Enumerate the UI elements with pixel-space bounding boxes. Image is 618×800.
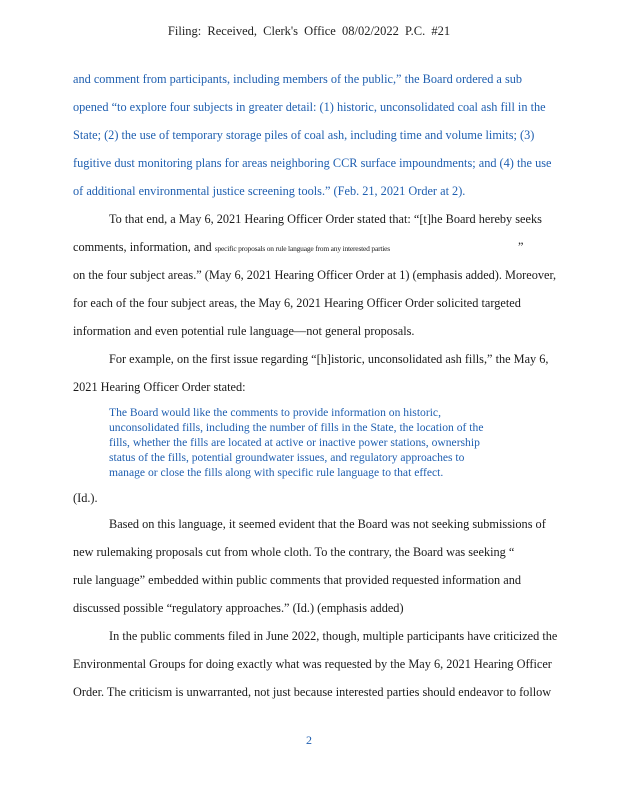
body-line: information and even potential rule language—not general proposals. [73, 324, 415, 338]
body-line: In the public comments filed in June 2022, though, multiple participants have criticized the [109, 629, 558, 643]
closing-quote: ” [518, 240, 524, 254]
block-quote-line: unconsolidated fills, including the number of fills in the State, the location of the [109, 421, 484, 434]
body-line: rule language” embedded within public comments that provided requested information and [73, 573, 522, 587]
body-line: fugitive dust monitoring plans for areas neighboring CCR surface impoundments; and (4) the use [73, 156, 552, 170]
body-line: Order. The criticism is unwarranted, not just because interested parties should endeavor to follow [73, 685, 552, 699]
body-line [73, 240, 523, 255]
body-line: opened “to explore four subjects in greater detail: (1) historic, unconsolidated coal ash fill in the [73, 100, 546, 114]
block-quote-line: manage or close the fills along with specific rule language to that effect. [109, 466, 444, 479]
body-text: comments, information, and [73, 240, 215, 254]
body-line: for each of the four subject areas, the May 6, 2021 Hearing Officer Order solicited targeted [73, 296, 521, 310]
body-line: Based on this language, it seemed evident that the Board was not seeking submissions of [109, 517, 546, 531]
body-line: For example, on the first issue regarding “[h]istoric, unconsolidated ash fills,” the May 6, [109, 352, 549, 366]
body-line: discussed possible “regulatory approaches.” (Id.) (emphasis added) [73, 601, 404, 615]
block-quote-line: fills, whether the fills are located at active or inactive power stations, ownership [109, 436, 480, 449]
body-line: and comment from participants, including members of the public,” the Board ordered a sub [73, 72, 523, 86]
citation: (Id.). [73, 491, 98, 505]
filing-header: Filing: Received, Clerk's Office 08/02/2022 P.C. #21 [167, 24, 451, 38]
page-number: 2 [306, 733, 312, 747]
emphasized-text: specific proposals on rule language from any interested parties [214, 244, 390, 253]
block-quote-line: The Board would like the comments to provide information on historic, [109, 406, 441, 419]
body-line: To that end, a May 6, 2021 Hearing Officer Order stated that: “[t]he Board hereby seeks [109, 212, 542, 226]
body-line: new rulemaking proposals cut from whole cloth. To the contrary, the Board was seeking “ [73, 545, 515, 559]
block-quote-line: status of the fills, potential groundwater issues, and regulatory approaches to [109, 451, 465, 464]
body-line: of additional environmental justice screening tools.” (Feb. 21, 2021 Order at 2). [73, 184, 466, 198]
body-line: Environmental Groups for doing exactly what was requested by the May 6, 2021 Hearing Officer [73, 657, 552, 671]
body-line: 2021 Hearing Officer Order stated: [73, 380, 246, 394]
body-line: on the four subject areas.” (May 6, 2021 Hearing Officer Order at 1) (emphasis added). Moreover, [73, 268, 557, 282]
body-line: State; (2) the use of temporary storage piles of coal ash, including time and volume limits; (3) [73, 128, 535, 142]
